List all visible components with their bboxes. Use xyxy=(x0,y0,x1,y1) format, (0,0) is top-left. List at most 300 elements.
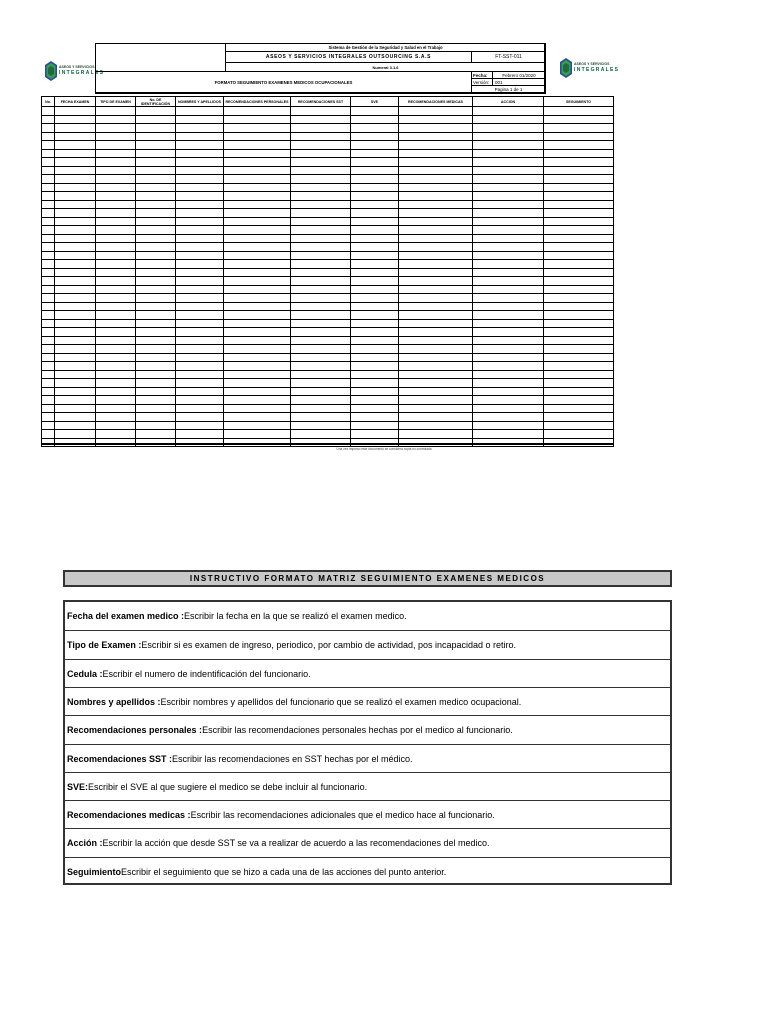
table-cell xyxy=(55,302,96,311)
table-cell xyxy=(136,319,176,328)
table-cell xyxy=(291,217,351,226)
table-cell xyxy=(42,404,55,413)
table-cell xyxy=(544,430,614,439)
table-cell xyxy=(55,345,96,354)
table-cell xyxy=(291,158,351,167)
table-cell xyxy=(176,302,224,311)
table-cell xyxy=(291,132,351,141)
table-cell xyxy=(176,260,224,269)
tracking-table xyxy=(41,96,614,447)
table-cell xyxy=(351,115,399,124)
table-cell xyxy=(176,175,224,184)
table-cell xyxy=(544,362,614,371)
table-cell xyxy=(544,200,614,209)
table-cell xyxy=(399,387,473,396)
table-cell xyxy=(473,336,544,345)
logo-mark-icon xyxy=(45,61,57,81)
table-cell xyxy=(473,260,544,269)
table-cell xyxy=(96,387,136,396)
table-cell xyxy=(96,132,136,141)
table-cell xyxy=(291,294,351,303)
instruction-row xyxy=(65,716,670,745)
instruction-desc: Escribir el SVE al que sugiere el medico se debe incluir al funcionario. xyxy=(88,781,368,792)
table-cell xyxy=(55,183,96,192)
table-cell xyxy=(473,234,544,243)
table-cell xyxy=(224,413,291,422)
table-cell xyxy=(42,217,55,226)
table-cell xyxy=(473,430,544,439)
table-cell xyxy=(399,166,473,175)
table-cell xyxy=(473,243,544,252)
table-row xyxy=(42,345,614,354)
table-cell xyxy=(399,328,473,337)
table-bottom-rule xyxy=(41,443,613,445)
table-cell xyxy=(473,285,544,294)
table-cell xyxy=(544,379,614,388)
table-cell xyxy=(136,285,176,294)
table-cell xyxy=(96,404,136,413)
table-cell xyxy=(176,158,224,167)
table-cell xyxy=(136,294,176,303)
table-cell xyxy=(224,226,291,235)
table-cell xyxy=(351,141,399,150)
table-cell xyxy=(351,251,399,260)
table-cell xyxy=(544,183,614,192)
table-cell xyxy=(136,141,176,150)
table-cell xyxy=(224,328,291,337)
table-cell xyxy=(176,132,224,141)
table-cell xyxy=(55,387,96,396)
table-cell xyxy=(176,328,224,337)
table-cell xyxy=(136,166,176,175)
table-cell xyxy=(96,141,136,150)
table-cell xyxy=(399,404,473,413)
table-cell xyxy=(473,353,544,362)
table-cell xyxy=(96,285,136,294)
table-cell xyxy=(351,311,399,320)
table-row xyxy=(42,379,614,388)
table-cell xyxy=(544,243,614,252)
table-cell xyxy=(351,328,399,337)
table-cell xyxy=(399,421,473,430)
table-cell xyxy=(42,107,55,116)
table-cell xyxy=(55,328,96,337)
table-cell xyxy=(176,421,224,430)
table-cell xyxy=(176,430,224,439)
table-row xyxy=(42,285,614,294)
table-cell xyxy=(473,370,544,379)
table-cell xyxy=(224,132,291,141)
table-row xyxy=(42,158,614,167)
instruction-row xyxy=(65,773,670,801)
table-cell xyxy=(399,319,473,328)
table-cell xyxy=(473,115,544,124)
instruction-term: Fecha del examen medico : xyxy=(67,611,185,621)
table-cell xyxy=(544,209,614,218)
table-cell xyxy=(176,124,224,133)
table-cell xyxy=(544,251,614,260)
table-cell xyxy=(399,294,473,303)
table-cell xyxy=(136,379,176,388)
table-cell xyxy=(473,294,544,303)
table-cell xyxy=(176,336,224,345)
table-cell xyxy=(136,336,176,345)
table-cell xyxy=(544,124,614,133)
table-cell xyxy=(473,404,544,413)
table-cell xyxy=(224,243,291,252)
table-cell xyxy=(176,370,224,379)
table-cell xyxy=(42,166,55,175)
instruction-term: Recomendaciones medicas : xyxy=(67,809,191,820)
table-cell xyxy=(42,132,55,141)
table-cell xyxy=(351,379,399,388)
table-cell xyxy=(176,362,224,371)
table-cell xyxy=(96,328,136,337)
table-cell xyxy=(42,183,55,192)
table-cell xyxy=(544,158,614,167)
table-cell xyxy=(473,209,544,218)
table-cell xyxy=(351,260,399,269)
table-cell xyxy=(544,141,614,150)
table-cell xyxy=(55,370,96,379)
table-cell xyxy=(55,141,96,150)
table-cell xyxy=(291,277,351,286)
table-cell xyxy=(136,268,176,277)
table-cell xyxy=(136,387,176,396)
table-cell xyxy=(176,192,224,201)
table-row xyxy=(42,243,614,252)
table-cell xyxy=(351,404,399,413)
table-cell xyxy=(42,362,55,371)
table-cell xyxy=(136,192,176,201)
table-cell xyxy=(42,387,55,396)
table-cell xyxy=(42,345,55,354)
table-cell xyxy=(136,311,176,320)
table-cell xyxy=(224,294,291,303)
table-cell xyxy=(176,311,224,320)
table-cell xyxy=(96,209,136,218)
table-cell xyxy=(399,107,473,116)
table-cell xyxy=(351,421,399,430)
table-cell xyxy=(351,200,399,209)
table-cell xyxy=(42,336,55,345)
instruction-row xyxy=(65,688,670,716)
table-cell xyxy=(96,277,136,286)
table-cell xyxy=(473,107,544,116)
table-cell xyxy=(136,209,176,218)
table-cell xyxy=(42,209,55,218)
table-cell xyxy=(544,319,614,328)
table-row xyxy=(42,430,614,439)
table-cell xyxy=(291,311,351,320)
table-cell xyxy=(291,115,351,124)
table-cell xyxy=(42,192,55,201)
logo-line1: ASEOS Y SERVICIOS xyxy=(574,62,610,67)
table-cell xyxy=(96,413,136,422)
instruction-term: Seguimiento xyxy=(67,866,122,877)
table-cell xyxy=(544,396,614,405)
table-cell xyxy=(224,149,291,158)
table-cell xyxy=(473,396,544,405)
fecha-label: Fecha: xyxy=(471,71,493,79)
document-code: FT-SST-011 xyxy=(471,51,546,63)
table-cell xyxy=(55,353,96,362)
table-cell xyxy=(55,285,96,294)
table-cell xyxy=(136,217,176,226)
instruction-row xyxy=(65,660,670,688)
table-cell xyxy=(176,294,224,303)
instruction-term: Recomendaciones SST : xyxy=(67,753,173,764)
table-cell xyxy=(136,345,176,354)
table-cell xyxy=(224,387,291,396)
table-cell xyxy=(224,217,291,226)
table-cell xyxy=(473,132,544,141)
table-cell xyxy=(473,149,544,158)
table-cell xyxy=(42,370,55,379)
table-row xyxy=(42,413,614,422)
table-cell xyxy=(544,421,614,430)
table-cell xyxy=(544,311,614,320)
table-row xyxy=(42,209,614,218)
table-cell xyxy=(351,166,399,175)
table-cell xyxy=(399,132,473,141)
table-cell xyxy=(291,319,351,328)
table-cell xyxy=(136,413,176,422)
column-header: RECOMENDACIONES SST xyxy=(291,97,351,107)
table-cell xyxy=(351,413,399,422)
table-cell xyxy=(42,226,55,235)
table-cell xyxy=(399,124,473,133)
table-cell xyxy=(351,285,399,294)
table-cell xyxy=(399,302,473,311)
table-cell xyxy=(351,387,399,396)
table-cell xyxy=(291,149,351,158)
table-cell xyxy=(351,277,399,286)
table-cell xyxy=(96,107,136,116)
table-cell xyxy=(544,413,614,422)
table-cell xyxy=(399,362,473,371)
table-cell xyxy=(291,141,351,150)
table-cell xyxy=(176,285,224,294)
table-cell xyxy=(473,158,544,167)
table-cell xyxy=(136,421,176,430)
table-cell xyxy=(96,319,136,328)
table-cell xyxy=(473,166,544,175)
instruction-row xyxy=(65,801,670,829)
table-cell xyxy=(42,285,55,294)
version-label: Versión: xyxy=(471,78,493,86)
instruction-desc: Escribir nombres y apellidos del funcionario que se realizó el examen medico ocupacional. xyxy=(160,696,522,707)
table-cell xyxy=(224,183,291,192)
table-row xyxy=(42,362,614,371)
table-cell xyxy=(55,319,96,328)
table-cell xyxy=(291,379,351,388)
table-cell xyxy=(176,345,224,354)
numeral-label: Numeral 3.1.6 xyxy=(225,62,546,72)
table-cell xyxy=(291,183,351,192)
table-cell xyxy=(473,311,544,320)
table-cell xyxy=(399,336,473,345)
table-row xyxy=(42,396,614,405)
table-cell xyxy=(473,251,544,260)
table-cell xyxy=(291,353,351,362)
table-cell xyxy=(351,268,399,277)
table-cell xyxy=(96,124,136,133)
table-cell xyxy=(55,243,96,252)
table-cell xyxy=(351,319,399,328)
table-cell xyxy=(291,362,351,371)
table-cell xyxy=(136,404,176,413)
table-cell xyxy=(224,362,291,371)
table-cell xyxy=(176,251,224,260)
table-cell xyxy=(399,192,473,201)
table-cell xyxy=(544,277,614,286)
table-cell xyxy=(351,336,399,345)
instruction-desc: Escribir la acción que desde SST se va a realizar de acuerdo a las recomendaciones del medico. xyxy=(102,838,490,848)
table-cell xyxy=(224,107,291,116)
logo-mark-icon xyxy=(560,58,572,78)
table-cell xyxy=(291,413,351,422)
table-cell xyxy=(224,158,291,167)
table-row xyxy=(42,217,614,226)
table-cell xyxy=(224,141,291,150)
table-cell xyxy=(136,328,176,337)
table-cell xyxy=(544,107,614,116)
table-cell xyxy=(544,268,614,277)
table-cell xyxy=(399,209,473,218)
table-cell xyxy=(55,268,96,277)
table-cell xyxy=(55,192,96,201)
table-cell xyxy=(136,243,176,252)
instruction-term: SVE: xyxy=(67,781,89,792)
table-cell xyxy=(399,217,473,226)
table-cell xyxy=(42,294,55,303)
table-cell xyxy=(42,328,55,337)
table-cell xyxy=(473,200,544,209)
column-header: No. DE IDENTIFICACIÓN xyxy=(136,97,176,107)
table-cell xyxy=(176,387,224,396)
instructions-box xyxy=(63,600,672,885)
table-cell xyxy=(544,175,614,184)
table-cell xyxy=(224,166,291,175)
header-logo-cell xyxy=(95,43,226,72)
table-cell xyxy=(96,158,136,167)
table-cell xyxy=(544,217,614,226)
table-cell xyxy=(351,353,399,362)
table-cell xyxy=(96,200,136,209)
column-header: RECOMENDACIONES PERSONALES xyxy=(224,97,291,107)
instruction-desc: Escribir el numero de indentificación del funcionario. xyxy=(102,668,311,679)
table-cell xyxy=(42,124,55,133)
table-cell xyxy=(473,141,544,150)
table-cell xyxy=(96,311,136,320)
table-cell xyxy=(96,345,136,354)
table-cell xyxy=(136,149,176,158)
table-cell xyxy=(136,370,176,379)
table-cell xyxy=(176,141,224,150)
table-cell xyxy=(176,226,224,235)
table-cell xyxy=(96,294,136,303)
system-title: Sistema de Gestión de la Seguridad y Salud en el Trabajo xyxy=(225,43,546,52)
table-cell xyxy=(96,234,136,243)
table-cell xyxy=(176,183,224,192)
table-cell xyxy=(473,192,544,201)
table-cell xyxy=(291,209,351,218)
table-row xyxy=(42,107,614,116)
table-row xyxy=(42,319,614,328)
table-cell xyxy=(96,362,136,371)
column-header: No. xyxy=(42,97,55,107)
table-header-row xyxy=(42,97,614,107)
table-cell xyxy=(399,370,473,379)
table-cell xyxy=(42,234,55,243)
table-cell xyxy=(42,396,55,405)
table-cell xyxy=(473,421,544,430)
table-row xyxy=(42,302,614,311)
table-cell xyxy=(473,124,544,133)
table-cell xyxy=(291,370,351,379)
table-cell xyxy=(351,302,399,311)
table-cell xyxy=(224,234,291,243)
table-cell xyxy=(473,345,544,354)
table-cell xyxy=(55,311,96,320)
table-cell xyxy=(544,260,614,269)
table-row xyxy=(42,311,614,320)
table-cell xyxy=(176,396,224,405)
table-cell xyxy=(176,243,224,252)
instruction-row xyxy=(65,631,670,660)
instruction-desc: Escribir las recomendaciones adicionales que el medico hace al funcionario. xyxy=(190,809,495,820)
table-cell xyxy=(176,234,224,243)
table-cell xyxy=(399,379,473,388)
table-cell xyxy=(473,328,544,337)
table-row xyxy=(42,183,614,192)
instruction-desc: Escribir la fecha en la que se realizó el examen medico. xyxy=(184,611,407,621)
table-cell xyxy=(96,396,136,405)
table-cell xyxy=(351,217,399,226)
table-row xyxy=(42,277,614,286)
table-cell xyxy=(55,158,96,167)
table-cell xyxy=(473,268,544,277)
table-cell xyxy=(473,413,544,422)
table-cell xyxy=(224,396,291,405)
table-cell xyxy=(55,336,96,345)
table-cell xyxy=(473,183,544,192)
table-cell xyxy=(42,260,55,269)
table-cell xyxy=(42,277,55,286)
instruction-row xyxy=(65,602,670,631)
table-cell xyxy=(55,132,96,141)
table-cell xyxy=(176,319,224,328)
column-header: RECOMENDACIONES MEDICAS xyxy=(399,97,473,107)
instruction-term: Cedula : xyxy=(67,668,103,679)
table-row xyxy=(42,166,614,175)
table-cell xyxy=(96,217,136,226)
table-cell xyxy=(224,319,291,328)
table-cell xyxy=(544,404,614,413)
instruction-row xyxy=(65,829,670,858)
table-cell xyxy=(399,158,473,167)
table-cell xyxy=(291,166,351,175)
table-cell xyxy=(399,268,473,277)
table-cell xyxy=(544,328,614,337)
company-name: ASEOS Y SERVICIOS INTEGRALES OUTSOURCING S.A.S xyxy=(225,51,472,63)
table-cell xyxy=(399,413,473,422)
table-cell xyxy=(399,345,473,354)
table-cell xyxy=(176,353,224,362)
table-cell xyxy=(473,226,544,235)
table-row xyxy=(42,200,614,209)
